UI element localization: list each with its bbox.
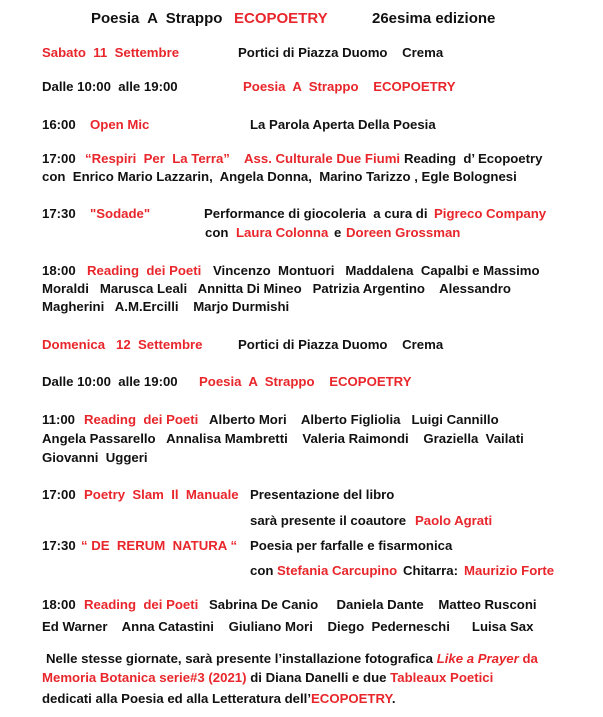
note-line-3: [42, 690, 396, 708]
sodade-and: e: [334, 225, 342, 240]
slam-title: Poetry Slam Il Manuale: [84, 487, 239, 502]
note-work-title: Like a Prayer: [436, 651, 519, 666]
sodade-performer-2: Doreen Grossman: [346, 225, 461, 240]
sunday-date: Domenica 12 Settembre: [42, 337, 203, 352]
slam-desc: Presentazione del libro: [250, 487, 395, 502]
saturday-hours-event: Poesia A Strappo ECOPOETRY: [243, 79, 456, 94]
sat-reading-line-1: Vincenzo Montuori Maddalena Capalbi e Massimo: [213, 263, 540, 278]
sunday-venue: Portici di Piazza Duomo Crema: [238, 337, 444, 352]
rerum-performer-2: Maurizio Forte: [464, 563, 555, 578]
sodade-company: Pigreco Company: [434, 206, 547, 221]
sun-reading-line-3: Giovanni Uggeri: [42, 450, 148, 465]
note-da: da: [522, 651, 538, 666]
header-brand: ECOPOETRY: [234, 10, 328, 27]
sun-reading-line-2: Angela Passarello Annalisa Mambretti Valeria Raimondi Graziella Vailati: [42, 431, 524, 446]
sat-reading-title: Reading dei Poeti: [87, 263, 202, 278]
sun-reading2-title: Reading dei Poeti: [84, 597, 199, 612]
sodade-desc: Performance di giocoleria a cura di: [204, 206, 428, 221]
rerum-time: 17:30: [42, 538, 76, 553]
note-brand: ECOPOETRY: [311, 691, 392, 706]
note-tableaux: Tableaux Poetici: [390, 670, 494, 685]
sodade-time: 17:30: [42, 206, 76, 221]
rerum-desc: Poesia per farfalle e fisarmonica: [250, 538, 453, 553]
sun-reading2-time: 18:00: [42, 597, 76, 612]
note-line-2: [42, 669, 493, 687]
sodade-performer-1: Laura Colonna: [236, 225, 329, 240]
sat-reading-line-3: Magherini A.M.Ercilli Marjo Durmishi: [42, 299, 290, 314]
note-intro: Nelle stesse giornate, sarà presente l’installazione fotografica: [46, 651, 433, 666]
note-line-1: [46, 650, 538, 668]
sun-reading-line-1: Alberto Mori Alberto Figliolia Luigi Cannillo: [209, 412, 499, 427]
sat-reading-time: 18:00: [42, 263, 76, 278]
saturday-hours: Dalle 10:00 alle 19:00: [42, 79, 178, 94]
sun-reading-time: 11:00: [42, 412, 76, 427]
rerum-with: con: [250, 563, 274, 578]
sat-reading-line-2: Moraldi Marusca Leali Annitta Di Mineo Patrizia Argentino Alessandro: [42, 281, 511, 296]
header-edition: 26esima edizione: [372, 10, 496, 27]
note-period: .: [391, 691, 396, 706]
rerum-guitar-label: Chitarra:: [403, 563, 458, 578]
slam-author: Paolo Agrati: [415, 513, 493, 528]
saturday-date: Sabato 11 Settembre: [42, 45, 180, 60]
note-series: Memoria Botanica serie#3 (2021): [42, 670, 247, 685]
respiri-desc: Reading d’ Ecopoetry: [404, 151, 543, 166]
note-dedication: dedicati alla Poesia ed alla Letteratura dell’: [42, 691, 311, 706]
sun-reading2-line-2: Ed Warner Anna Catastini Giuliano Mori Diego Pederneschi Luisa Sax: [42, 619, 534, 634]
respiri-title: “Respiri Per La Terra”: [85, 151, 230, 166]
slam-time: 17:00: [42, 487, 76, 502]
sun-reading-title: Reading dei Poeti: [84, 412, 199, 427]
slam-coauthor: sarà presente il coautore: [250, 513, 407, 528]
sodade-title: "Sodade": [90, 206, 151, 221]
openmic-title: Open Mic: [90, 117, 150, 132]
sunday-hours-event: Poesia A Strappo ECOPOETRY: [199, 374, 412, 389]
rerum-performer-1: Stefania Carcupino: [277, 563, 398, 578]
respiri-org: Ass. Culturale Due Fiumi: [244, 151, 401, 166]
openmic-desc: La Parola Aperta Della Poesia: [250, 117, 436, 132]
sunday-hours: Dalle 10:00 alle 19:00: [42, 374, 178, 389]
respiri-time: 17:00: [42, 151, 76, 166]
sodade-with: con: [205, 225, 229, 240]
note-author: di Diana Danelli e due: [250, 670, 387, 685]
openmic-time: 16:00: [42, 117, 76, 132]
header-title: Poesia A Strappo: [91, 10, 223, 27]
rerum-title: “ DE RERUM NATURA “: [81, 538, 238, 553]
saturday-venue: Portici di Piazza Duomo Crema: [238, 45, 444, 60]
sun-reading2-line-1: Sabrina De Canio Daniela Dante Matteo Rusconi: [209, 597, 537, 612]
respiri-performers: con Enrico Mario Lazzarin, Angela Donna, Marino Tarizzo , Egle Bolognesi: [42, 169, 517, 184]
